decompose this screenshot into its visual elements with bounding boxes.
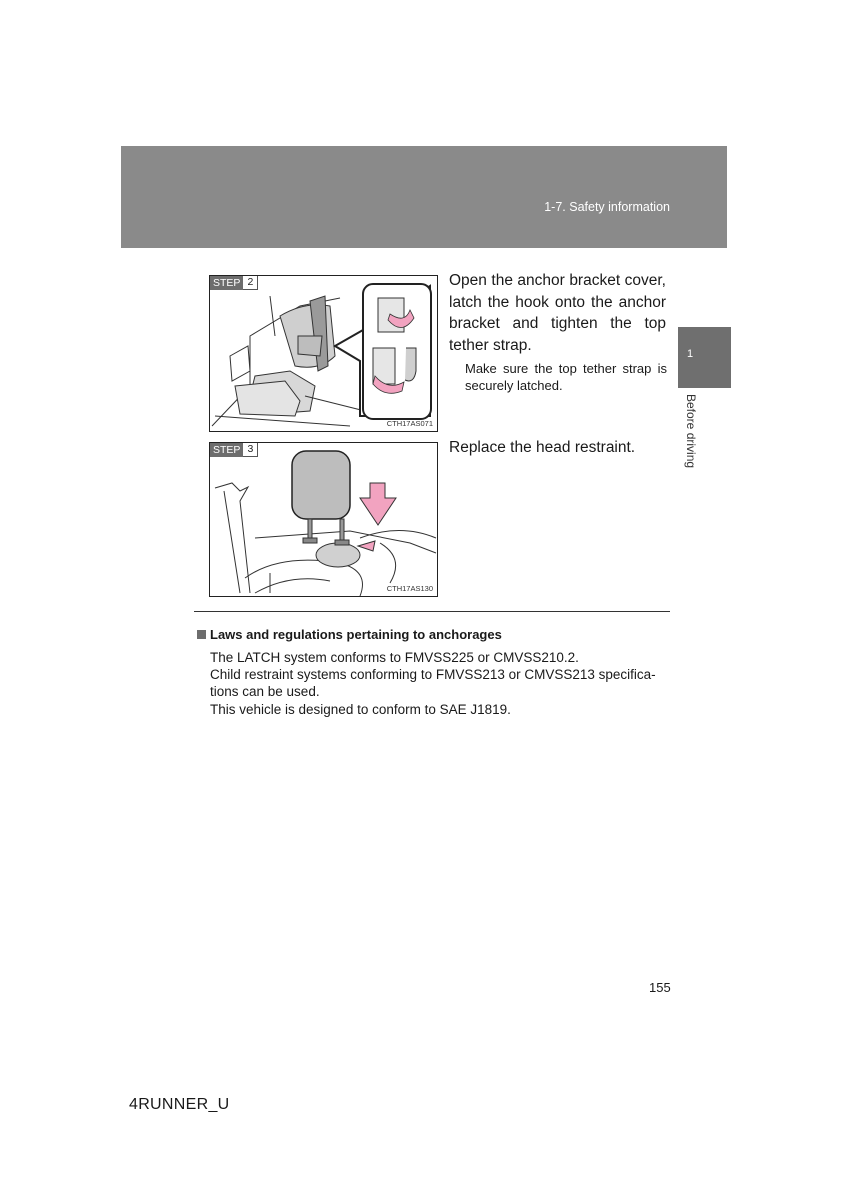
child-seat-tether-illustration bbox=[210, 276, 437, 431]
section-title: 1-7. Safety information bbox=[544, 200, 670, 214]
info-line: The LATCH system conforms to FMVSS225 or CMVSS210.2. bbox=[210, 650, 579, 665]
head-restraint-illustration bbox=[210, 443, 437, 596]
step-badge bbox=[210, 276, 258, 290]
step-number: 2 bbox=[243, 276, 258, 290]
step-2-note: Make sure the top tether strap is securely latched. bbox=[465, 361, 667, 393]
step-3-figure bbox=[209, 442, 438, 597]
step-2-instruction: Open the anchor bracket cover, latch the hook onto the anchor bracket and tighten the top tether strap. bbox=[449, 272, 666, 354]
info-line: This vehicle is designed to conform to SAE J1819. bbox=[210, 702, 511, 717]
info-line: tions can be used. bbox=[210, 684, 320, 699]
square-bullet-icon bbox=[197, 630, 206, 639]
info-heading-text: Laws and regulations pertaining to anchorages bbox=[210, 627, 502, 642]
info-line: Child restraint systems conforming to FMVSS213 or CMVSS213 specifica- bbox=[210, 667, 656, 682]
chapter-number: 1 bbox=[687, 348, 694, 360]
page-number: 155 bbox=[649, 980, 671, 995]
chapter-tab[interactable] bbox=[678, 327, 731, 388]
footer-model: 4RUNNER_U bbox=[129, 1096, 230, 1113]
step-badge bbox=[210, 443, 258, 457]
step-2-figure bbox=[209, 275, 438, 432]
header-band bbox=[121, 146, 727, 248]
step-label: STEP bbox=[210, 443, 243, 457]
step-label: STEP bbox=[210, 276, 243, 290]
figure-code: CTH17AS130 bbox=[386, 584, 433, 593]
step-3-instruction: Replace the head restraint. bbox=[449, 439, 636, 456]
step-number: 3 bbox=[243, 443, 258, 457]
figure-code: CTH17AS071 bbox=[386, 419, 433, 428]
chapter-label-text: Before driving bbox=[684, 394, 698, 469]
info-heading bbox=[197, 627, 502, 642]
chapter-label bbox=[680, 394, 700, 484]
section-divider bbox=[194, 611, 670, 612]
